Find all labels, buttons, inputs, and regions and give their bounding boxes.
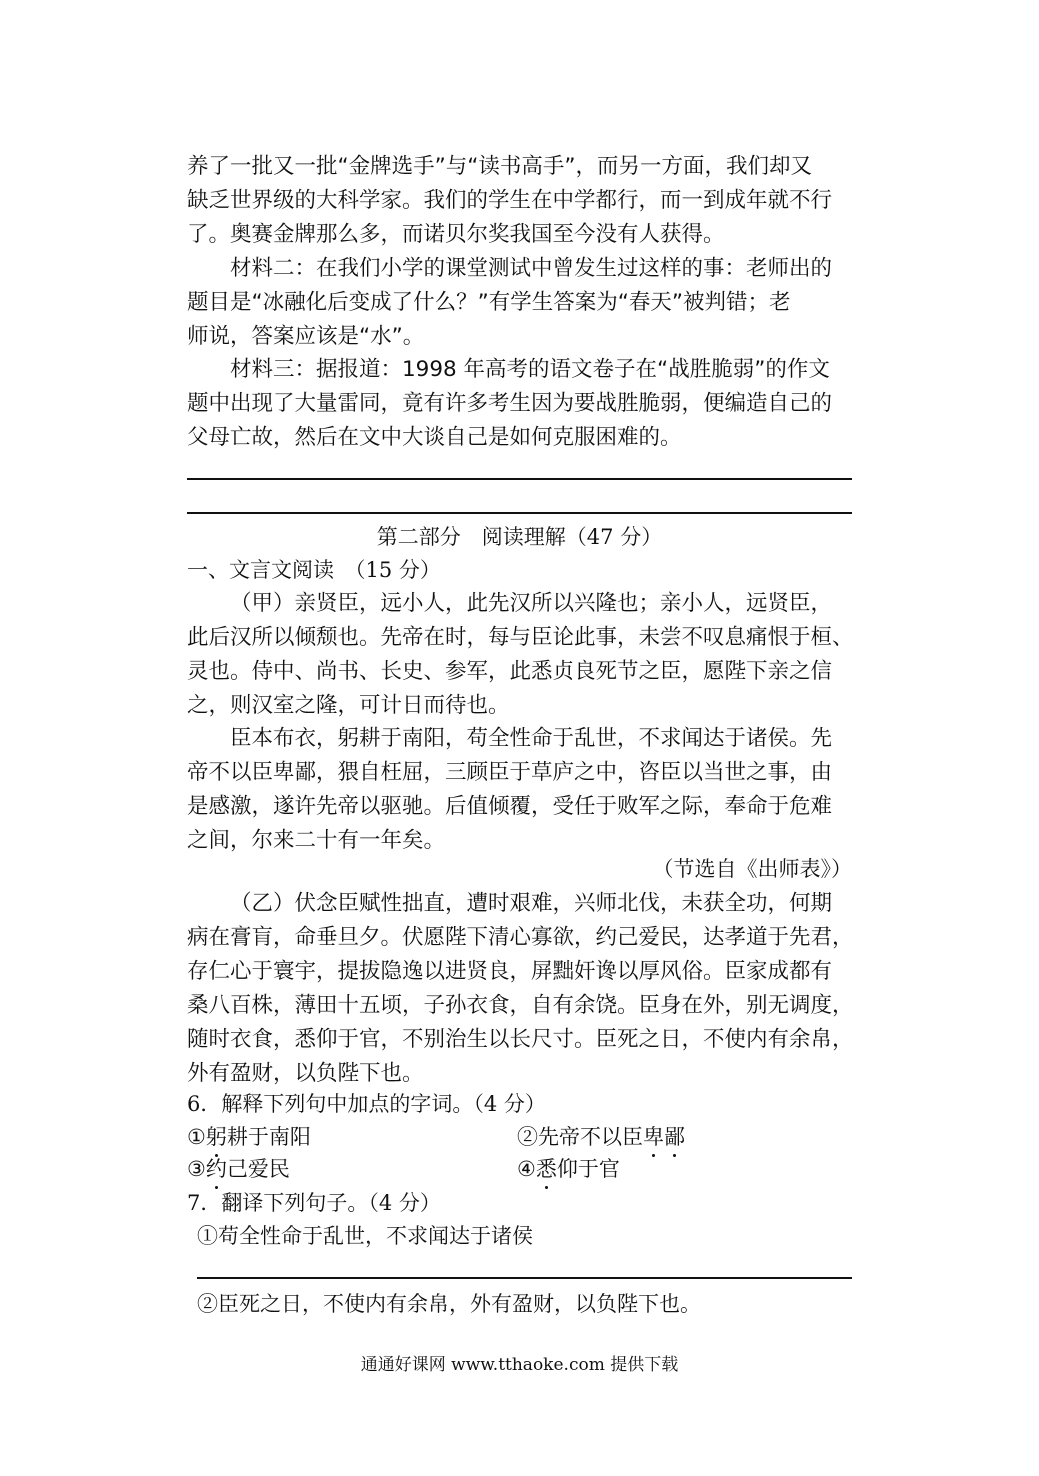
text-line: （甲）亲贤臣，远小人，此先汉所以兴隆也；亲小人，远贤臣， (230, 591, 833, 616)
dotted-character: 鄙 (664, 1121, 685, 1153)
part-two-title: 第二部分 阅读理解（47 分） (376, 525, 663, 549)
text-line: 是感激，遂许先帝以驱驰。后值倾覆，受任于败军之际，奉命于危难 (187, 794, 833, 819)
question-six-item-three (187, 1153, 290, 1185)
jia-paragraph-two (187, 722, 857, 858)
page-footer: 通通好课网 www.tthaoke.com 提供下载 (360, 1355, 679, 1375)
question-six-item-one (187, 1121, 311, 1153)
text-line: 养了一批又一批“金牌选手”与“读书高手”，而另一方面，我们却又 (187, 154, 813, 179)
text-line: 此后汉所以倾颓也。先帝在时，每与臣论此事，未尝不叹息痛恨于桓、 (187, 625, 854, 650)
material-two-paragraph (187, 252, 857, 354)
text-line: 之，则汉室之隆，可计日而待也。 (187, 693, 510, 718)
item-text: 仰于官 (556, 1157, 620, 1181)
material-one-paragraph (187, 150, 857, 252)
material-three-paragraph (187, 353, 857, 455)
text-line: 病在膏肓，命垂旦夕。伏愿陛下清心寡欲，约己爱民，达孝道于先君， (187, 925, 854, 950)
text-line: 桑八百株，薄田十五顷，子孙衣食，自有余饶。臣身在外，别无调度， (187, 993, 854, 1018)
question-six-item-two (517, 1121, 685, 1153)
answer-line (187, 478, 852, 480)
text-line: 父母亡故，然后在文中大谈自己是如何克服困难的。 (187, 425, 682, 450)
text-line: 随时衣食，悉仰于官，不别治生以长尺寸。臣死之日，不使内有余帛， (187, 1027, 854, 1052)
answer-line (197, 1277, 852, 1279)
question-seven-sentence-two: ②臣死之日，不使内有余帛，外有盈财，以负陛下也。 (197, 1292, 701, 1316)
text-line: 帝不以臣卑鄙，猥自枉屈，三顾臣于草庐之中，咨臣以当世之事，由 (187, 760, 833, 785)
item-text: ②先帝不以臣 (517, 1125, 643, 1149)
dotted-character: 约 (206, 1153, 227, 1185)
jia-paragraph-one (187, 587, 857, 723)
text-line: 存仁心于寰宇，提拔隐逸以进贤良，屏黜奸谗以厚风俗。臣家成都有 (187, 959, 833, 984)
dotted-character: 躬 (206, 1121, 227, 1153)
question-seven-stem: 7．翻译下列句子。（4 分） (187, 1191, 441, 1215)
yi-paragraph (187, 887, 857, 1091)
item-marker: ③ (187, 1157, 206, 1181)
text-line: 题目是“冰融化后变成了什么？”有学生答案为“春天”被判错；老 (187, 290, 791, 315)
source-citation: （节选自《出师表》） (652, 857, 852, 881)
question-six-stem: 6．解释下列句中加点的字词。（4 分） (187, 1092, 546, 1116)
dotted-character: 卑 (643, 1121, 664, 1153)
text-line: 灵也。侍中、尚书、长史、参军，此悉贞良死节之臣，愿陛下亲之信 (187, 659, 833, 684)
text-line: 之间，尔来二十有一年矣。 (187, 828, 446, 853)
question-six-item-four (517, 1153, 620, 1185)
text-line: 外有盈财，以负陛下也。 (187, 1061, 424, 1086)
text-line: 臣本布衣，躬耕于南阳，苟全性命于乱世，不求闻达于诸侯。先 (230, 726, 833, 751)
item-text: 己爱民 (226, 1157, 290, 1181)
answer-line (187, 512, 852, 514)
item-marker: ④ (517, 1157, 536, 1181)
text-line: 了。奥赛金牌那么多，而诺贝尔奖我国至今没有人获得。 (187, 222, 725, 247)
text-line: 材料三：据报道：1998 年高考的语文卷子在“战胜脆弱”的作文 (230, 357, 830, 382)
item-text: 耕于南阳 (226, 1125, 311, 1149)
text-line: 题中出现了大量雷同，竟有许多考生因为要战胜脆弱，便编造自己的 (187, 391, 833, 416)
text-line: 材料二：在我们小学的课堂测试中曾发生过这样的事：老师出的 (230, 256, 833, 281)
section-one-heading: 一、文言文阅读 （15 分） (187, 558, 441, 582)
text-line: 缺乏世界级的大科学家。我们的学生在中学都行，而一到成年就不行 (187, 188, 833, 213)
text-line: （乙）伏念臣赋性拙直，遭时艰难，兴师北伐，未获全功，何期 (230, 891, 833, 916)
question-seven-sentence-one: ①苟全性命于乱世，不求闻达于诸侯 (197, 1224, 533, 1248)
item-marker: ① (187, 1125, 206, 1149)
dotted-character: 悉 (536, 1153, 557, 1185)
text-line: 师说，答案应该是“水”。 (187, 324, 425, 349)
